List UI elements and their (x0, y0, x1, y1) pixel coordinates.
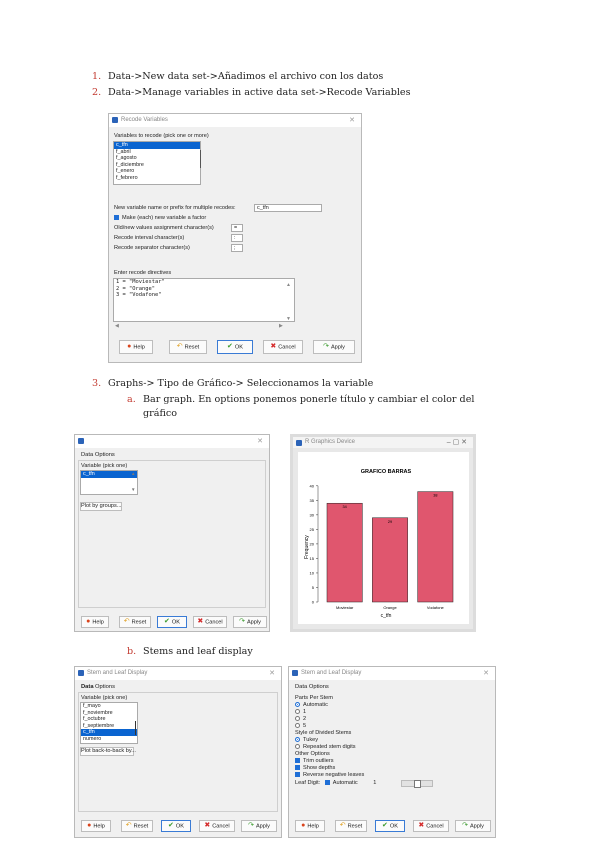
button-label: Help (92, 619, 104, 626)
bar-value-label: 38 (433, 493, 438, 498)
parts-radio-2[interactable] (295, 716, 306, 722)
leaf-digit-slider[interactable] (401, 780, 433, 787)
apply-icon: ↷ (248, 822, 254, 829)
button-label: Cancel (212, 823, 230, 830)
step-number: 1. (92, 71, 102, 82)
parts-radio-automatic[interactable] (295, 702, 328, 708)
leaf-digit-value: 1 (373, 780, 377, 786)
other-label: Other Options (295, 751, 330, 757)
dialog-titlebar (109, 114, 361, 127)
variable-label: Variable (pick one) (81, 695, 128, 701)
checkmark-icon: ✔ (168, 822, 174, 829)
chart-title: GRAFICO BARRAS (360, 469, 412, 475)
help-button[interactable] (81, 820, 111, 832)
scroll-left-icon[interactable]: ◀ (115, 323, 119, 329)
close-icon[interactable]: ✕ (269, 670, 275, 677)
reset-icon: ↶ (176, 343, 183, 350)
scroll-down-icon[interactable]: ▼ (131, 487, 136, 492)
substep-text: Stems and leaf display (143, 646, 253, 657)
parts-label: Parts Per Stem (295, 695, 333, 701)
directive-line: 1 = "Moviestar" (116, 279, 165, 285)
scroll-up-icon[interactable]: ▲ (286, 282, 291, 288)
apply-button[interactable] (241, 820, 277, 832)
assign-label: Old/new values assignment character(s) (114, 225, 214, 231)
ok-button[interactable] (161, 820, 191, 832)
r-app-icon (296, 440, 302, 446)
button-label: Reset (347, 823, 363, 830)
y-tick-label: 30 (309, 512, 314, 518)
x-tick-label: Orange (383, 605, 397, 610)
cancel-button[interactable] (263, 340, 303, 354)
bar (327, 503, 362, 602)
variables-list[interactable] (113, 141, 201, 185)
y-axis-label: Frequency (304, 535, 310, 559)
variables-label: Variables to recode (pick one or more) (114, 133, 209, 139)
bar-chart (298, 452, 469, 624)
leaf-digit-label: Leaf Digit: (295, 780, 321, 786)
x-tick-label: Moviestar (335, 605, 354, 610)
new-name-label: New variable name or prefix for multiple recodes: (114, 205, 236, 211)
graphics-device-window (290, 434, 476, 632)
substep-number: b. (127, 646, 137, 657)
dialog-titlebar (75, 435, 269, 448)
substep-number: a. (127, 394, 136, 405)
list-item[interactable]: c_tfn (114, 142, 200, 149)
list-item[interactable]: f_agosto (116, 155, 137, 161)
help-button[interactable] (81, 616, 109, 628)
help-icon: ● (86, 618, 91, 625)
button-label: Cancel (426, 823, 444, 830)
list-item[interactable]: f_enero (116, 168, 135, 174)
radio-icon (295, 709, 300, 714)
step-text: Graphs-> Tipo de Gráfico-> Seleccionamos la variable (108, 378, 374, 389)
trim-outliers-checkbox[interactable] (295, 758, 334, 764)
list-scrollbar[interactable] (200, 150, 201, 168)
close-icon[interactable]: ✕ (257, 438, 263, 445)
bar-value-label: 34 (342, 505, 347, 510)
list-item[interactable]: f_diciembre (116, 161, 144, 168)
button-label: Cancel (205, 619, 223, 626)
radio-label: Tukey (303, 737, 319, 743)
button-label: Reset (133, 823, 149, 830)
separator-input[interactable]: ; (231, 244, 243, 252)
y-tick-label: 5 (311, 584, 314, 590)
factor-checkbox[interactable] (114, 215, 206, 221)
y-tick-label: 20 (309, 541, 314, 547)
interval-label: Recode interval character(s) (114, 235, 185, 241)
button-label: Apply (469, 823, 484, 830)
style-label: Style of Divided Stems (295, 730, 352, 736)
reset-icon: ↶ (123, 618, 130, 625)
reset-button[interactable] (335, 820, 367, 832)
step-number: 2. (92, 87, 102, 98)
radio-icon (295, 723, 300, 728)
cancel-icon: ✖ (197, 618, 204, 625)
radio-label: 1 (303, 709, 307, 715)
y-tick-label: 15 (309, 555, 314, 561)
interval-input[interactable]: : (231, 234, 243, 242)
leaf-digit-row (295, 780, 376, 786)
button-label: Reset (131, 619, 147, 626)
radio-label: Repeated stem digits (303, 744, 356, 750)
stem-leaf-data-dialog (74, 666, 282, 838)
bars-group (327, 492, 453, 610)
automatic-label: Automatic (332, 780, 358, 786)
dialog-title: Recode Variables (121, 117, 168, 123)
step-1 (92, 71, 383, 83)
bar-graph-dialog (74, 434, 270, 632)
checkbox-checked-icon (295, 765, 300, 770)
checkbox-label: Trim outliers (303, 758, 334, 764)
recode-variables-dialog (108, 113, 362, 363)
checkbox-checked-icon[interactable] (325, 780, 330, 785)
dialog-tabs[interactable]: Data Options (81, 452, 115, 458)
button-label: Apply (246, 619, 261, 626)
dialog-titlebar (289, 667, 495, 680)
y-tick-label: 0 (311, 599, 314, 605)
r-app-icon (78, 670, 84, 676)
radio-label: 5 (303, 723, 307, 729)
step-3 (92, 378, 373, 390)
r-app-icon (292, 670, 298, 676)
directive-line: 3 = "Vodafone" (116, 292, 162, 298)
ok-button[interactable] (375, 820, 405, 832)
button-label: Help (307, 823, 319, 830)
stem-leaf-options-dialog (288, 666, 496, 838)
directives-textarea[interactable] (113, 278, 295, 322)
button-label: Cancel (278, 344, 296, 351)
y-tick-label: 25 (309, 526, 314, 532)
directives-label: Enter recode directives (114, 270, 172, 276)
reset-button[interactable] (119, 616, 151, 628)
list-item[interactable]: f_febrero (116, 174, 138, 181)
checkbox-checked-icon (114, 215, 119, 220)
button-label: OK (171, 619, 180, 626)
directive-line: 2 = "Orange" (116, 285, 155, 292)
dialog-titlebar (75, 667, 281, 680)
y-tick-label: 40 (309, 483, 314, 489)
button-label: Reset (184, 344, 200, 351)
button-label: OK (175, 823, 184, 830)
x-tick-label: Vodafone (426, 605, 444, 610)
r-app-icon (78, 438, 84, 444)
apply-icon: ↷ (462, 822, 468, 829)
cancel-icon: ✖ (270, 343, 277, 350)
ok-button[interactable] (157, 616, 187, 628)
window-controls-icon[interactable]: – ▢ ✕ (446, 439, 467, 446)
checkbox-label: Show depths (303, 765, 336, 771)
scroll-right-icon[interactable]: ▶ (279, 323, 283, 329)
y-tick-label: 10 (309, 570, 314, 576)
reset-button[interactable] (169, 340, 207, 354)
factor-label: Make (each) new variable a factor (122, 215, 207, 221)
bar (372, 518, 407, 602)
list-item[interactable]: f_noviembre (83, 709, 113, 716)
bar (418, 492, 453, 602)
radio-label: Automatic (303, 702, 328, 708)
substep-a-cont: gráfico (143, 408, 177, 419)
help-icon: ● (127, 343, 132, 350)
tab-data[interactable]: Data (81, 684, 94, 690)
plot-by-groups-button[interactable]: Plot by groups... (81, 503, 122, 509)
list-item[interactable]: f_septiembre (83, 722, 115, 729)
cancel-icon: ✖ (418, 822, 425, 829)
button-label: OK (234, 344, 243, 351)
list-item[interactable]: f_octubre (83, 716, 106, 722)
apply-button[interactable] (233, 616, 267, 628)
radio-icon (295, 744, 300, 749)
show-depths-checkbox[interactable] (295, 765, 335, 771)
reverse-leaves-checkbox[interactable] (295, 772, 364, 778)
reset-button[interactable] (121, 820, 153, 832)
bar-value-label: 29 (387, 519, 393, 524)
button-label: Apply (255, 823, 270, 830)
cancel-icon: ✖ (204, 822, 211, 829)
variable-list[interactable] (80, 470, 138, 495)
window-title: R Graphics Device (305, 439, 356, 445)
separator-label: Recode separator character(s) (114, 245, 190, 251)
list-item[interactable]: f_mayo (83, 703, 101, 709)
list-item[interactable]: f_abril (116, 148, 131, 155)
button-label: OK (389, 823, 398, 830)
dialog-titlebar (293, 437, 473, 448)
scroll-down-icon[interactable]: ▼ (286, 316, 291, 322)
radio-label: 2 (303, 716, 307, 722)
reset-icon: ↶ (339, 822, 346, 829)
step-2 (92, 87, 411, 99)
checkmark-icon: ✔ (164, 618, 170, 625)
close-icon[interactable]: ✕ (349, 117, 355, 124)
cancel-button[interactable] (199, 820, 235, 832)
reset-icon: ↶ (125, 822, 132, 829)
checkmark-icon: ✔ (227, 343, 233, 350)
scroll-up-icon[interactable]: ▲ (131, 471, 136, 476)
parts-radio-5[interactable] (295, 723, 306, 729)
assign-input[interactable]: = (231, 224, 243, 232)
list-item[interactable]: numero (83, 735, 102, 742)
style-radio-tukey[interactable] (295, 737, 318, 743)
list-item[interactable]: c_tfn (81, 471, 137, 478)
dialog-title: Stem and Leaf Display (87, 670, 148, 676)
step-number: 3. (92, 378, 102, 389)
checkmark-icon: ✔ (382, 822, 388, 829)
x-axis-label: c_tfn (380, 613, 392, 619)
checkbox-checked-icon (295, 772, 300, 777)
help-icon: ● (301, 822, 306, 829)
help-button[interactable] (295, 820, 325, 832)
radio-selected-icon (295, 737, 300, 742)
r-app-icon (112, 117, 118, 123)
dialog-title: Stem and Leaf Display (301, 670, 362, 676)
substep-text: Bar graph. En options ponemos ponerle título y cambiar el color del (143, 394, 475, 405)
substep-b (127, 646, 253, 658)
button-label: Help (133, 344, 145, 351)
style-radio-repeated[interactable] (295, 744, 356, 750)
parts-radio-1[interactable] (295, 709, 306, 715)
y-tick-label: 35 (309, 497, 314, 503)
apply-icon: ↷ (323, 343, 329, 350)
checkbox-label: Reverse negative leaves (303, 772, 365, 778)
help-button[interactable] (119, 340, 153, 354)
slider-thumb[interactable] (414, 780, 421, 788)
apply-button[interactable] (313, 340, 355, 354)
help-icon: ● (87, 822, 92, 829)
y-axis (310, 483, 318, 604)
button-label: Help (93, 823, 105, 830)
apply-icon: ↷ (239, 618, 245, 625)
button-label: Apply (330, 344, 345, 351)
variable-label: Variable (pick one) (81, 463, 128, 469)
dialog-tabs[interactable]: Data Options (295, 684, 329, 690)
cancel-button[interactable] (193, 616, 227, 628)
list-scrollbar[interactable] (135, 721, 136, 735)
apply-button[interactable] (455, 820, 491, 832)
ok-button[interactable] (217, 340, 253, 354)
plot-back-to-back-button[interactable]: Plot back-to-back by... (81, 748, 136, 754)
radio-selected-icon (295, 702, 300, 707)
new-name-input[interactable]: c_tfn (254, 204, 322, 212)
radio-icon (295, 716, 300, 721)
list-item-selected[interactable]: c_tfn (81, 729, 137, 736)
cancel-button[interactable] (413, 820, 449, 832)
substep-a (127, 394, 474, 406)
close-icon[interactable]: ✕ (483, 670, 489, 677)
checkbox-checked-icon (295, 758, 300, 763)
tab-options[interactable]: Options (95, 684, 115, 690)
variable-list[interactable] (80, 702, 138, 744)
step-text: Data->New data set->Añadimos el archivo con los datos (108, 71, 384, 82)
step-text: Data->Manage variables in active data set->Recode Variables (108, 87, 411, 98)
